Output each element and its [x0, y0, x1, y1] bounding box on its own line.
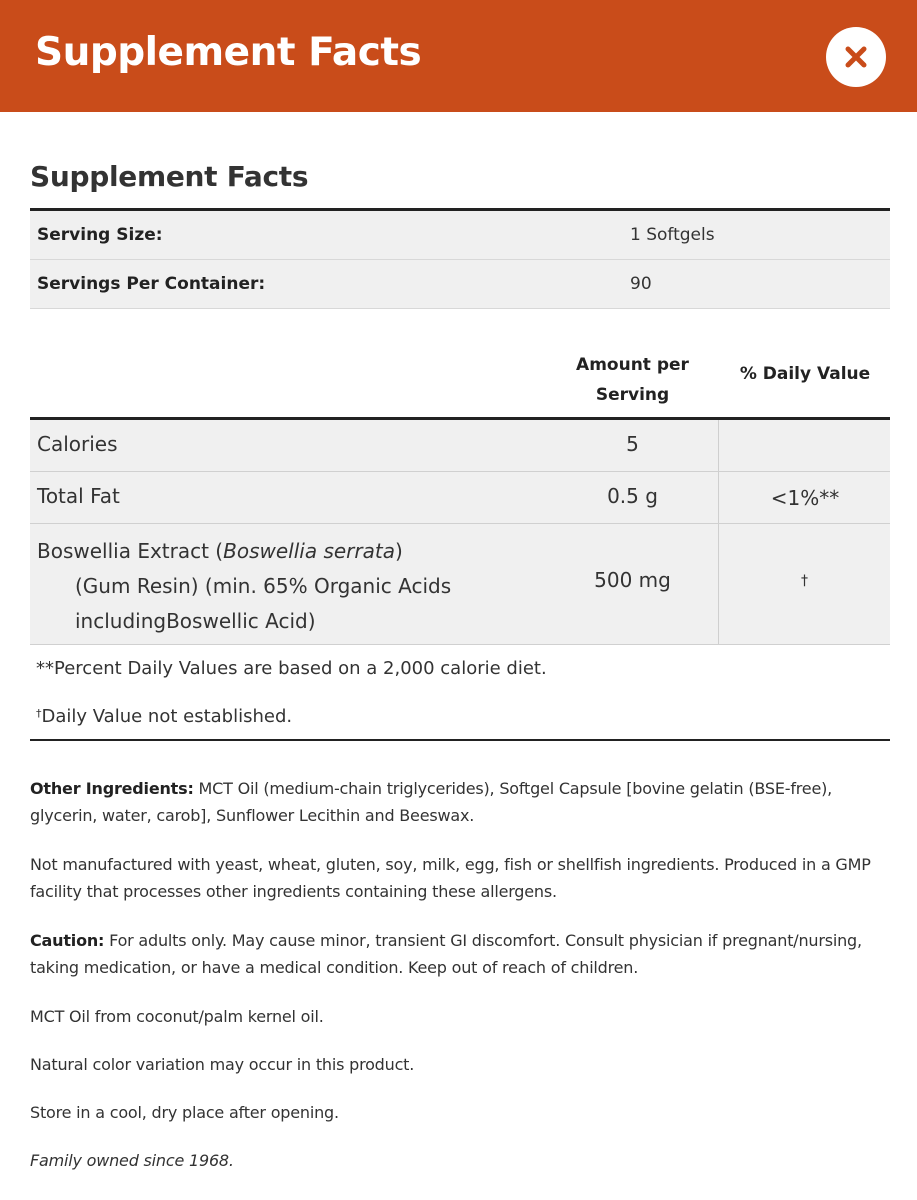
other-ingredients: [30, 775, 890, 829]
dagger-symbol: †: [36, 707, 42, 720]
divider: [30, 739, 890, 741]
close-button[interactable]: [826, 27, 886, 87]
column-header-amount: [565, 350, 700, 410]
serving-info-table: [30, 208, 890, 309]
table-row: [30, 524, 890, 645]
nutrient-name: Total Fat: [37, 484, 120, 508]
nutrient-daily-value: †: [718, 524, 890, 644]
nutrient-name-latin: Boswellia serrata: [223, 539, 395, 563]
nutrient-name-prefix: Boswellia Extract (: [37, 539, 224, 563]
nutrient-name-line3: includingBoswellic Acid): [75, 609, 316, 633]
other-ingredients-text: MCT Oil (medium-chain triglycerides), Softgel Capsule [bovine gelatin (BSE-free), glycerin, water, carob], Sunflower Lecithin and Beeswax.: [30, 779, 833, 825]
nutrient-name: Calories: [37, 432, 118, 456]
servings-per-container-label: Servings Per Container:: [37, 274, 266, 294]
column-header-amount-line2: Serving: [595, 385, 670, 405]
servings-per-container-row: [30, 260, 890, 309]
servings-per-container-value: 90: [630, 274, 652, 294]
nutrient-daily-value: [718, 420, 891, 471]
facts-title: Supplement Facts: [30, 160, 309, 193]
nutrient-amount: 500 mg: [594, 568, 671, 592]
nutrient-amount: 5: [626, 432, 639, 456]
nutrient-name: [37, 534, 537, 639]
column-header-amount-line1: Amount per: [576, 355, 689, 375]
nutrient-daily-value: <1%**: [718, 472, 891, 523]
serving-size-value: 1 Softgels: [630, 225, 715, 245]
nutrient-amount: 0.5 g: [607, 484, 658, 508]
column-header-daily-value: % Daily Value: [739, 364, 871, 384]
footnote-dagger: [36, 706, 292, 727]
caution-statement: [30, 927, 890, 981]
table-row: [30, 472, 890, 524]
other-ingredients-label: Other Ingredients:: [30, 779, 194, 798]
caution-text: For adults only. May cause minor, transient GI discomfort. Consult physician if pregnant/nursing, taking medication, or have a medical condition. Keep out of reach of children.: [30, 931, 862, 977]
caution-label: Caution:: [30, 931, 105, 950]
serving-size-label: Serving Size:: [37, 225, 163, 245]
nutrient-name-suffix: ): [394, 539, 403, 563]
allergen-statement: Not manufactured with yeast, wheat, gluten, soy, milk, egg, fish or shellfish ingredients. Produced in a GMP facility that processes other ingredients containing these allergens.: [30, 855, 871, 901]
footnote-dagger-text: Daily Value not established.: [41, 706, 293, 727]
nutrient-table: [30, 417, 890, 645]
mct-source-note: MCT Oil from coconut/palm kernel oil.: [30, 1007, 324, 1026]
serving-size-row: [30, 211, 890, 260]
color-variation-note: Natural color variation may occur in this product.: [30, 1055, 415, 1074]
storage-note: Store in a cool, dry place after opening.: [30, 1103, 339, 1122]
nutrient-name-line2: (Gum Resin) (min. 65% Organic Acids: [75, 574, 452, 598]
modal-title: Supplement Facts: [35, 30, 422, 75]
family-owned-note: Family owned since 1968.: [30, 1151, 234, 1170]
footnote-percent-daily: **Percent Daily Values are based on a 2,000 calorie diet.: [36, 658, 547, 679]
modal-header: [0, 0, 917, 112]
close-icon: [844, 45, 868, 69]
table-row: [30, 420, 890, 472]
